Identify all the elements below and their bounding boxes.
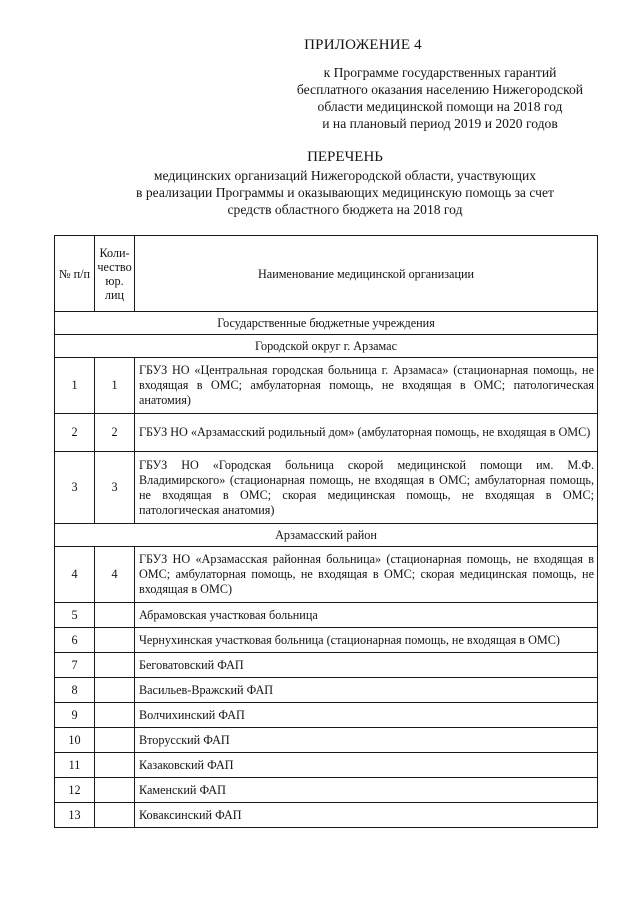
column-header-num: № п/п (55, 236, 95, 312)
row-num: 3 (55, 452, 95, 524)
row-name: ГБУЗ НО «Центральная городская больница г. Арзамаса» (стационарная помощь, не входящая в ОМС; амбулаторная помощь, не входящая в ОМС; патологическая анатомия) (135, 358, 598, 414)
section-label: Государственные бюджетные учреждения (55, 312, 598, 335)
row-num: 6 (55, 628, 95, 653)
column-header-count (95, 236, 135, 312)
column-header-name: Наименование медицинской организации (135, 236, 598, 312)
table-row (55, 358, 598, 414)
program-line: области медицинской помощи на 2018 год (317, 99, 563, 114)
section-row-arzamas-district (55, 524, 598, 547)
table-row (55, 628, 598, 653)
count-header-line: Коли- (99, 245, 130, 260)
row-name: Вторусский ФАП (135, 728, 598, 753)
appendix-title: ПРИЛОЖЕНИЕ 4 (304, 37, 422, 53)
table-row (55, 728, 598, 753)
table-row (55, 803, 598, 828)
row-name: Чернухинская участковая больница (стационарная помощь, не входящая в ОМС) (135, 628, 598, 653)
table-header-row (55, 236, 598, 312)
program-line: к Программе государственных гарантий (323, 65, 557, 80)
table-row (55, 603, 598, 628)
row-count: 3 (95, 452, 135, 524)
table-row (55, 703, 598, 728)
row-name: ГБУЗ НО «Арзамасская районная больница» (стационарная помощь, не входящая в ОМС; амбулаторная помощь, не входящая в ОМС; скорая медицинская помощь, не входящая в ОМС) (135, 547, 598, 603)
section-label: Городской округ г. Арзамас (55, 335, 598, 358)
row-num: 10 (55, 728, 95, 753)
program-line: бесплатного оказания населению Нижегородской (296, 82, 584, 97)
table-row (55, 653, 598, 678)
row-count (95, 803, 135, 828)
row-count: 1 (95, 358, 135, 414)
row-count (95, 628, 135, 653)
row-name: Беговатовский ФАП (135, 653, 598, 678)
subtitle-line: средств областного бюджета на 2018 год (227, 202, 463, 217)
row-num: 8 (55, 678, 95, 703)
organizations-table (54, 235, 598, 828)
row-count (95, 703, 135, 728)
count-header-line: чество (97, 259, 132, 274)
row-count: 2 (95, 414, 135, 452)
row-num: 4 (55, 547, 95, 603)
row-count (95, 778, 135, 803)
table-row (55, 414, 598, 452)
count-header-line: юр. (105, 273, 124, 288)
section-row-arzamas-city (55, 335, 598, 358)
row-num: 7 (55, 653, 95, 678)
row-count (95, 678, 135, 703)
program-line: и на плановый период 2019 и 2020 годов (322, 116, 558, 131)
table-row (55, 452, 598, 524)
row-name: ГБУЗ НО «Арзамасский родильный дом» (амбулаторная помощь, не входящая в ОМС) (135, 414, 598, 452)
table-row (55, 753, 598, 778)
count-header-line: лиц (104, 287, 125, 302)
row-num: 5 (55, 603, 95, 628)
row-count (95, 728, 135, 753)
subtitle-line: в реализации Программы и оказывающих медицинскую помощь за счет (136, 185, 554, 200)
row-num: 11 (55, 753, 95, 778)
list-subtitle (80, 167, 610, 218)
row-num: 9 (55, 703, 95, 728)
row-count: 4 (95, 547, 135, 603)
subtitle-line: медицинских организаций Нижегородской области, участвующих (153, 168, 537, 183)
row-name: Каменский ФАП (135, 778, 598, 803)
section-row-state (55, 312, 598, 335)
row-name: Казаковский ФАП (135, 753, 598, 778)
row-count (95, 653, 135, 678)
table-row (55, 547, 598, 603)
row-name: ГБУЗ НО «Городская больница скорой медицинской помощи им. М.Ф. Владимирского» (стационарная помощь, не входящая в ОМС; амбулаторная помощь, не входящая в ОМС; скорая медицинская помощь, не входящая в ОМС; патологическая анатомия) (135, 452, 598, 524)
row-num: 12 (55, 778, 95, 803)
row-name: Коваксинский ФАП (135, 803, 598, 828)
list-title: ПЕРЕЧЕНЬ (307, 149, 383, 165)
row-name: Абрамовская участковая больница (135, 603, 598, 628)
row-num: 1 (55, 358, 95, 414)
row-num: 13 (55, 803, 95, 828)
row-name: Волчихинский ФАП (135, 703, 598, 728)
row-num: 2 (55, 414, 95, 452)
section-label: Арзамасский район (55, 524, 598, 547)
table-row (55, 678, 598, 703)
row-count (95, 603, 135, 628)
row-name: Васильев-Вражский ФАП (135, 678, 598, 703)
program-reference (250, 64, 630, 132)
row-count (95, 753, 135, 778)
table-row (55, 778, 598, 803)
